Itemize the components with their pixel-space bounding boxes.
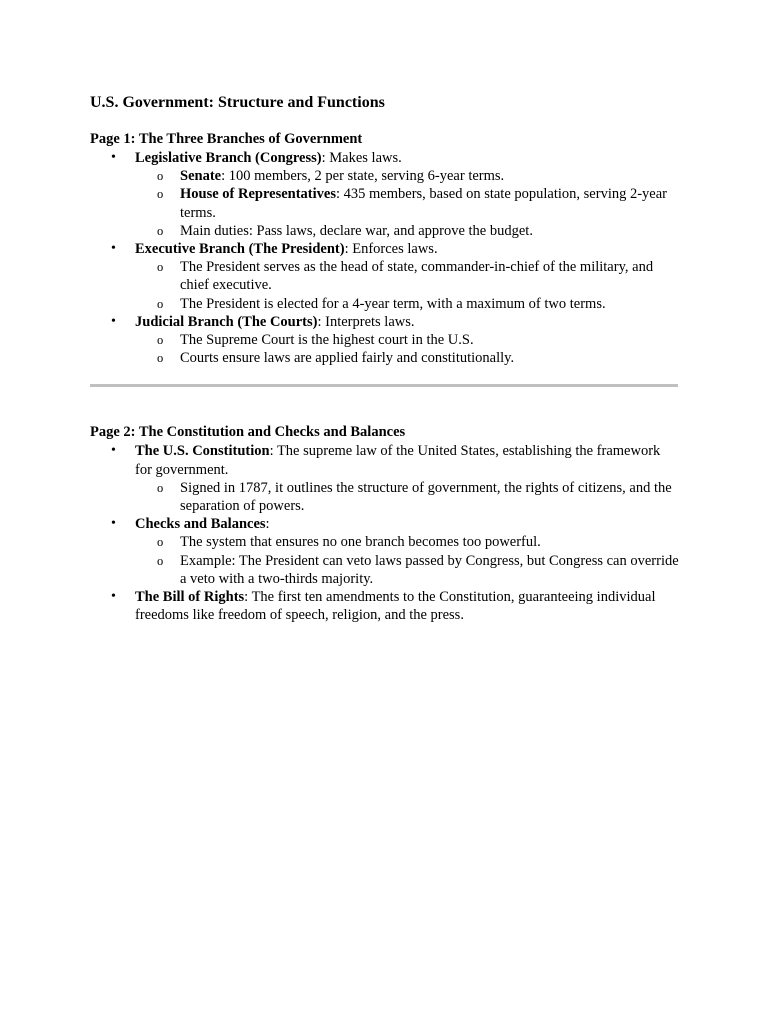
circle-bullet-icon: o <box>157 351 164 366</box>
section-heading-branches: Page 1: The Three Branches of Government <box>90 131 363 147</box>
circle-bullet-icon: o <box>157 553 164 568</box>
list-item-term: Legislative Branch (Congress) <box>135 150 322 166</box>
circle-bullet-icon: o <box>157 187 164 202</box>
bullet-icon: • <box>111 516 116 532</box>
sub-list-item <box>135 185 680 221</box>
sub-list-item <box>135 258 680 294</box>
page-divider <box>90 384 678 387</box>
list-item-term: The Bill of Rights <box>135 589 245 606</box>
sub-item-text: : 100 members, 2 per state, serving 6-year terms. <box>221 168 505 185</box>
sub-list-item <box>135 167 680 185</box>
sub-list-item <box>135 552 680 588</box>
list-item-text: : <box>265 516 270 533</box>
list-item-text: : The first ten amendments to the Constitution, guaranteeing individual freedoms like freedom of speech, religion, and the press. <box>135 589 656 624</box>
list-item-term: Executive Branch (The President) <box>135 241 345 258</box>
bullet-icon: • <box>111 150 116 165</box>
sub-item-text: Example: The President can veto laws passed by Congress, but Congress can override a veto with a two-thirds majority. <box>180 552 679 587</box>
constitution-list <box>90 442 680 624</box>
sub-item-term: House of Representatives <box>180 186 336 203</box>
sub-list-item <box>135 331 680 349</box>
section-heading-constitution: Page 2: The Constitution and Checks and Balances <box>90 424 406 441</box>
sub-item-text: Main duties: Pass laws, declare war, and approve the budget. <box>180 222 533 239</box>
bullet-icon: • <box>111 443 116 459</box>
sub-list-item <box>135 222 680 240</box>
bullet-icon: • <box>111 313 116 329</box>
circle-bullet-icon: o <box>157 480 164 495</box>
sub-list <box>135 258 680 313</box>
list-item <box>90 442 680 515</box>
sub-item-text: Courts ensure laws are applied fairly and constitutionally. <box>180 350 515 367</box>
sub-list-item <box>135 533 680 551</box>
list-item-text: : The supreme law of the United States, establishing the framework for government. <box>135 443 661 478</box>
branches-list <box>90 149 680 367</box>
list-item-text: : Interprets laws. <box>317 313 415 330</box>
sub-item-text: The President serves as the head of state, commander-in-chief of the military, and chief executive. <box>180 259 654 294</box>
sub-item-text: Signed in 1787, it outlines the structure of government, the rights of citizens, and the separation of powers. <box>180 479 672 515</box>
sub-item-text: : 435 members, based on state population, serving 2-year terms. <box>180 186 668 221</box>
document-title: U.S. Government: Structure and Functions <box>90 94 385 111</box>
sub-list-item <box>135 349 680 367</box>
sub-item-text: The Supreme Court is the highest court in the U.S. <box>180 332 474 349</box>
sub-item-term: Senate <box>180 168 222 185</box>
bullet-icon: • <box>111 589 116 605</box>
list-item <box>90 588 680 624</box>
circle-bullet-icon: o <box>157 296 164 311</box>
circle-bullet-icon: o <box>157 333 164 348</box>
list-item <box>90 313 680 368</box>
list-item-text: : Enforces laws. <box>344 241 438 258</box>
sub-list <box>135 331 680 367</box>
list-item <box>90 240 680 313</box>
sub-list <box>135 479 680 515</box>
bullet-icon: • <box>111 241 116 257</box>
circle-bullet-icon: o <box>157 169 164 184</box>
list-item <box>90 149 680 240</box>
document-body <box>90 92 680 624</box>
list-item-term: Judicial Branch (The Courts) <box>135 313 318 330</box>
circle-bullet-icon: o <box>157 223 164 238</box>
sub-item-text: The system that ensures no one branch becomes too powerful. <box>180 534 541 551</box>
sub-list <box>135 533 680 588</box>
list-item <box>90 515 680 588</box>
circle-bullet-icon: o <box>157 535 164 550</box>
list-item-text: : Makes laws. <box>321 150 402 166</box>
sub-list-item <box>135 295 680 313</box>
sub-item-text: The President is elected for a 4-year term, with a maximum of two terms. <box>180 295 606 312</box>
list-item-term: The U.S. Constitution <box>135 443 270 460</box>
list-item-term: Checks and Balances <box>135 516 266 533</box>
sub-list <box>135 167 680 240</box>
circle-bullet-icon: o <box>157 260 164 275</box>
sub-list-item <box>135 479 680 515</box>
